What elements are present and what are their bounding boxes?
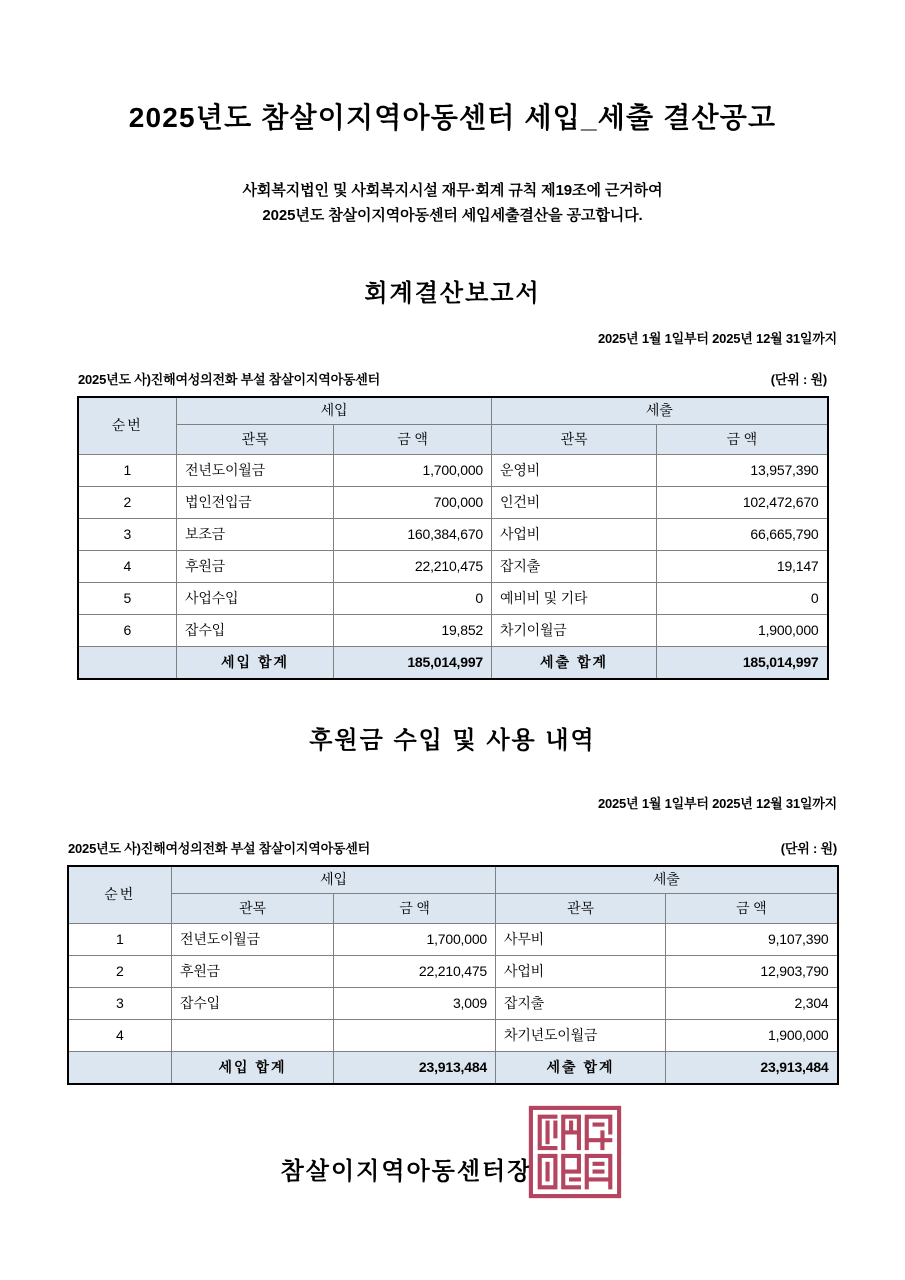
cell-expense-item: 예비비 및 기타 (492, 583, 657, 615)
section2-unit-caption: (단위 : 원) (780, 840, 837, 856)
subtitle-line-1: 사회복지법인 및 사회복지시설 재무·회계 규칙 제19조에 근거하여 (242, 182, 663, 199)
cell-expense-amount: 12,903,790 (666, 956, 838, 988)
cell-expense-item: 차기이월금 (492, 615, 657, 647)
cell-expense-amount: 0 (657, 583, 828, 615)
cell-expense-total-label: 세출 합계 (492, 647, 657, 679)
cell-expense-total-label: 세출 합계 (496, 1052, 666, 1084)
cell-expense-item: 사업비 (496, 956, 666, 988)
table-row (68, 956, 838, 988)
table2-header-group-row (68, 866, 838, 894)
section1-period-text: 2025년 1월 1일부터 2025년 12월 31일까지 (597, 330, 837, 346)
cell-expense-item: 인건비 (492, 487, 657, 519)
cell-expense-amount: 13,957,390 (657, 455, 828, 487)
cell-income-total-amount: 185,014,997 (334, 647, 492, 679)
table-row (68, 924, 838, 956)
table1-header-expense-group: 세출 (492, 397, 828, 425)
cell-seq-empty (68, 1052, 172, 1084)
section1-unit-caption: (단위 : 원) (770, 371, 827, 387)
table1-header-expense-amount: 금 액 (657, 425, 828, 455)
cell-income-amount: 1,700,000 (334, 924, 496, 956)
cell-expense-total-amount: 23,913,484 (666, 1052, 838, 1084)
section2-table-container (0, 857, 905, 1085)
signature-name: 참살이지역아동센터장 (280, 1158, 533, 1185)
cell-seq: 6 (78, 615, 177, 647)
table1-header-income-group: 세입 (177, 397, 492, 425)
table1-header-seq: 순번 (78, 397, 177, 455)
cell-income-item: 법인전입금 (177, 487, 334, 519)
document-subtitle (0, 135, 905, 229)
table1-body (78, 455, 828, 679)
budget-settlement-table (77, 396, 829, 680)
cell-expense-item: 잡지출 (492, 551, 657, 583)
cell-seq: 2 (68, 956, 172, 988)
cell-income-item: 잡수입 (177, 615, 334, 647)
page-title: 2025년도 참살이지역아동센터 세입_세출 결산공고 (128, 102, 777, 133)
cell-seq: 2 (78, 487, 177, 519)
cell-expense-total-amount: 185,014,997 (657, 647, 828, 679)
table1-header-income-item: 관목 (177, 425, 334, 455)
cell-seq: 4 (68, 1020, 172, 1052)
cell-seq-empty (78, 647, 177, 679)
table-row (78, 583, 828, 615)
cell-expense-amount: 19,147 (657, 551, 828, 583)
cell-income-item: 잡수입 (172, 988, 334, 1020)
table2-header-sub-row (68, 894, 838, 924)
cell-seq: 3 (68, 988, 172, 1020)
table1-head (78, 397, 828, 455)
table2-header-expense-amount: 금 액 (666, 894, 838, 924)
cell-income-amount: 3,009 (334, 988, 496, 1020)
section-heading-donation-detail: 후원금 수입 및 사용 내역 (309, 726, 596, 754)
cell-income-item: 전년도이월금 (172, 924, 334, 956)
subtitle-line-2: 2025년도 참살이지역아동센터 세입세출결산을 공고합니다. (262, 206, 643, 224)
cell-expense-item: 사업비 (492, 519, 657, 551)
table2-header-expense-group: 세출 (496, 866, 838, 894)
cell-seq: 5 (78, 583, 177, 615)
cell-income-item: 전년도이월금 (177, 455, 334, 487)
table2-total-row (68, 1052, 838, 1084)
cell-seq: 4 (78, 551, 177, 583)
cell-income-item: 보조금 (177, 519, 334, 551)
table-row (78, 551, 828, 583)
cell-expense-amount: 1,900,000 (657, 615, 828, 647)
cell-expense-item: 운영비 (492, 455, 657, 487)
section1-caption-row (0, 347, 905, 388)
table2-head (68, 866, 838, 924)
cell-income-item: 후원금 (177, 551, 334, 583)
section-heading-accounting-report: 회계결산보고서 (364, 279, 541, 307)
cell-income-item (172, 1020, 334, 1052)
cell-expense-amount: 1,900,000 (666, 1020, 838, 1052)
table2-header-expense-item: 관목 (496, 894, 666, 924)
cell-income-total-label: 세입 합계 (177, 647, 334, 679)
table1-header-sub-row (78, 425, 828, 455)
table2-body (68, 924, 838, 1084)
cell-expense-amount: 2,304 (666, 988, 838, 1020)
cell-income-amount: 22,210,475 (334, 551, 492, 583)
donation-settlement-table (67, 865, 839, 1085)
table2-header-income-amount: 금 액 (334, 894, 496, 924)
official-seal-icon (526, 1103, 624, 1201)
cell-income-total-label: 세입 합계 (172, 1052, 334, 1084)
cell-expense-item: 잡지출 (496, 988, 666, 1020)
cell-income-amount: 19,852 (334, 615, 492, 647)
table1-header-group-row (78, 397, 828, 425)
section2-caption-row (0, 812, 905, 857)
table-row (78, 487, 828, 519)
cell-expense-amount: 9,107,390 (666, 924, 838, 956)
cell-income-amount: 22,210,475 (334, 956, 496, 988)
table1-header-income-amount: 금 액 (334, 425, 492, 455)
cell-income-amount: 0 (334, 583, 492, 615)
table-row (68, 988, 838, 1020)
cell-expense-item: 사무비 (496, 924, 666, 956)
cell-seq: 1 (68, 924, 172, 956)
section2-org-caption: 2025년도 사)진해여성의전화 부설 참살이지역아동센터 (68, 840, 371, 856)
table2-header-income-item: 관목 (172, 894, 334, 924)
table-row (78, 519, 828, 551)
table2-header-income-group: 세입 (172, 866, 496, 894)
cell-expense-amount: 66,665,790 (657, 519, 828, 551)
cell-income-amount: 700,000 (334, 487, 492, 519)
table-row (68, 1020, 838, 1052)
cell-income-amount: 160,384,670 (334, 519, 492, 551)
cell-expense-amount: 102,472,670 (657, 487, 828, 519)
signature-block (0, 1085, 905, 1201)
section1-table-container (0, 388, 905, 680)
table1-header-expense-item: 관목 (492, 425, 657, 455)
table2-header-seq: 순번 (68, 866, 172, 924)
table1-total-row (78, 647, 828, 679)
cell-income-amount (334, 1020, 496, 1052)
cell-income-item: 후원금 (172, 956, 334, 988)
table-row (78, 615, 828, 647)
cell-income-amount: 1,700,000 (334, 455, 492, 487)
cell-seq: 1 (78, 455, 177, 487)
table-row (78, 455, 828, 487)
cell-income-item: 사업수입 (177, 583, 334, 615)
cell-expense-item: 차기년도이월금 (496, 1020, 666, 1052)
cell-seq: 3 (78, 519, 177, 551)
section2-period-text: 2025년 1월 1일부터 2025년 12월 31일까지 (597, 795, 837, 811)
section1-org-caption: 2025년도 사)진해여성의전화 부설 참살이지역아동센터 (78, 371, 381, 387)
cell-income-total-amount: 23,913,484 (334, 1052, 496, 1084)
